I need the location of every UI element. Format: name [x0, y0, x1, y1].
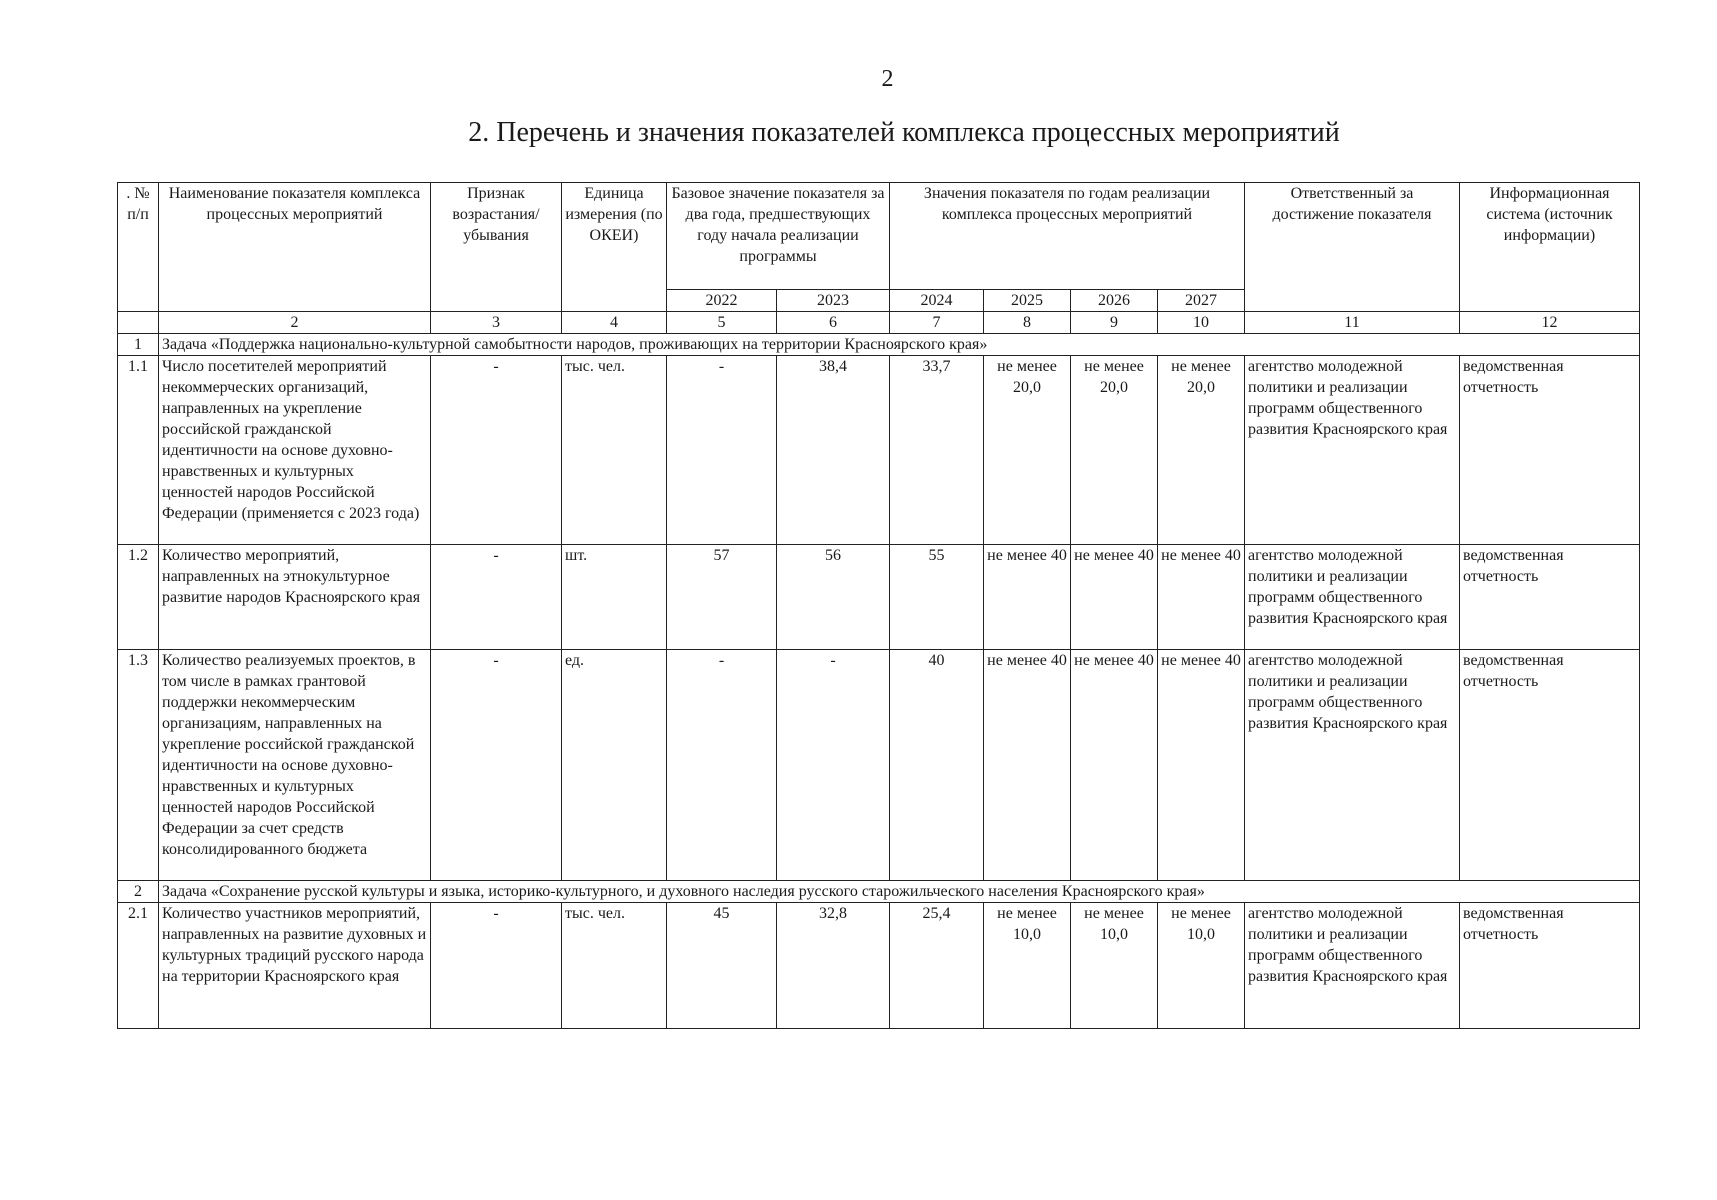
indicator-unit: тыс. чел. [562, 356, 667, 545]
value-2022: 45 [667, 903, 777, 1029]
header-year-2026: 2026 [1071, 290, 1158, 312]
responsible: агентство молодежной политики и реализации программ общественного развития Красноярского края [1245, 545, 1460, 650]
value-2023: - [777, 650, 890, 881]
column-number: 4 [562, 312, 667, 334]
row-num: 2.1 [118, 903, 159, 1029]
info-source: ведомственная отчетность [1460, 650, 1640, 881]
header-info: Информационная система (источник информации) [1460, 183, 1640, 312]
responsible: агентство молодежной политики и реализации программ общественного развития Красноярского края [1245, 356, 1460, 545]
column-number: 10 [1158, 312, 1245, 334]
indicator-sign: - [431, 650, 562, 881]
responsible: агентство молодежной политики и реализации программ общественного развития Красноярского края [1245, 650, 1460, 881]
value-2023: 38,4 [777, 356, 890, 545]
value-2026: не менее 40 [1071, 650, 1158, 881]
indicator-row [118, 903, 1640, 1029]
column-number: 7 [890, 312, 984, 334]
header-year-2025: 2025 [984, 290, 1071, 312]
column-number: 9 [1071, 312, 1158, 334]
value-2023: 56 [777, 545, 890, 650]
value-2025: не менее 10,0 [984, 903, 1071, 1029]
info-source: ведомственная отчетность [1460, 545, 1640, 650]
task-num: 2 [118, 881, 159, 903]
value-2024: 25,4 [890, 903, 984, 1029]
value-2025: не менее 20,0 [984, 356, 1071, 545]
page-title: 2. Перечень и значения показателей комплекса процессных мероприятий [468, 117, 1340, 148]
header-years-group: Значения показателя по годам реализации комплекса процессных мероприятий [890, 183, 1245, 290]
indicator-name: Количество мероприятий, направленных на этнокультурное развитие народов Красноярского края [159, 545, 431, 650]
indicator-unit: тыс. чел. [562, 903, 667, 1029]
responsible: агентство молодежной политики и реализации программ общественного развития Красноярского края [1245, 903, 1460, 1029]
row-num: 1.3 [118, 650, 159, 881]
indicator-sign: - [431, 545, 562, 650]
column-number: 8 [984, 312, 1071, 334]
page-number: 2 [881, 66, 894, 92]
indicator-unit: ед. [562, 650, 667, 881]
header-unit: Единица измерения (по ОКЕИ) [562, 183, 667, 312]
value-2027: не менее 40 [1158, 650, 1245, 881]
value-2024: 55 [890, 545, 984, 650]
info-source: ведомственная отчетность [1460, 903, 1640, 1029]
value-2026: не менее 20,0 [1071, 356, 1158, 545]
column-numbers-row [118, 312, 1640, 334]
task-num: 1 [118, 334, 159, 356]
indicator-sign: - [431, 356, 562, 545]
task-row [118, 334, 1640, 356]
info-source: ведомственная отчетность [1460, 356, 1640, 545]
header-responsible: Ответственный за достижение показателя [1245, 183, 1460, 312]
value-2027: не менее 20,0 [1158, 356, 1245, 545]
header-year-2024: 2024 [890, 290, 984, 312]
indicator-row [118, 356, 1640, 545]
column-number: 12 [1460, 312, 1640, 334]
value-2025: не менее 40 [984, 650, 1071, 881]
indicator-name: Количество реализуемых проектов, в том числе в рамках грантовой поддержки некоммерческим организациям, направленных на укрепление российской гражданской идентичности на основе духовно-нравственных и культурных ценностей народов Российской Федерации за счет средств консолидированного бюджета [159, 650, 431, 881]
header-base: Базовое значение показателя за два года, предшествующих году начала реализации программы [667, 183, 890, 290]
value-2022: - [667, 356, 777, 545]
header-sign: Признак возрастания/ убывания [431, 183, 562, 312]
indicators-table [117, 182, 1640, 1029]
row-num: 1.1 [118, 356, 159, 545]
column-number: 3 [431, 312, 562, 334]
value-2024: 33,7 [890, 356, 984, 545]
column-number: 5 [667, 312, 777, 334]
indicator-name: Число посетителей мероприятий некоммерческих организаций, направленных на укрепление российской гражданской идентичности на основе духовно-нравственных и культурных ценностей народов Российской Федерации (применяется с 2023 года) [159, 356, 431, 545]
column-number: 11 [1245, 312, 1460, 334]
header-year-2022: 2022 [667, 290, 777, 312]
value-2026: не менее 40 [1071, 545, 1158, 650]
value-2022: 57 [667, 545, 777, 650]
indicator-sign: - [431, 903, 562, 1029]
header-name: Наименование показателя комплекса процессных мероприятий [159, 183, 431, 312]
task-row [118, 881, 1640, 903]
indicator-name: Количество участников мероприятий, направленных на развитие духовных и культурных традиций русского народа на территории Красноярского края [159, 903, 431, 1029]
value-2027: не менее 10,0 [1158, 903, 1245, 1029]
indicator-unit: шт. [562, 545, 667, 650]
row-num: 1.2 [118, 545, 159, 650]
value-2022: - [667, 650, 777, 881]
header-year-2027: 2027 [1158, 290, 1245, 312]
header-year-2023: 2023 [777, 290, 890, 312]
indicator-row [118, 650, 1640, 881]
task-title: Задача «Поддержка национально-культурной самобытности народов, проживающих на территории Красноярского края» [159, 334, 1640, 356]
value-2026: не менее 10,0 [1071, 903, 1158, 1029]
task-title: Задача «Сохранение русской культуры и языка, историко-культурного, и духовного наследия русского старожильческого населения Красноярского края» [159, 881, 1640, 903]
value-2024: 40 [890, 650, 984, 881]
value-2025: не менее 40 [984, 545, 1071, 650]
value-2027: не менее 40 [1158, 545, 1245, 650]
header-num: . № п/п [118, 183, 159, 312]
column-number: 6 [777, 312, 890, 334]
column-number: 2 [159, 312, 431, 334]
column-number [118, 312, 159, 334]
indicator-row [118, 545, 1640, 650]
value-2023: 32,8 [777, 903, 890, 1029]
